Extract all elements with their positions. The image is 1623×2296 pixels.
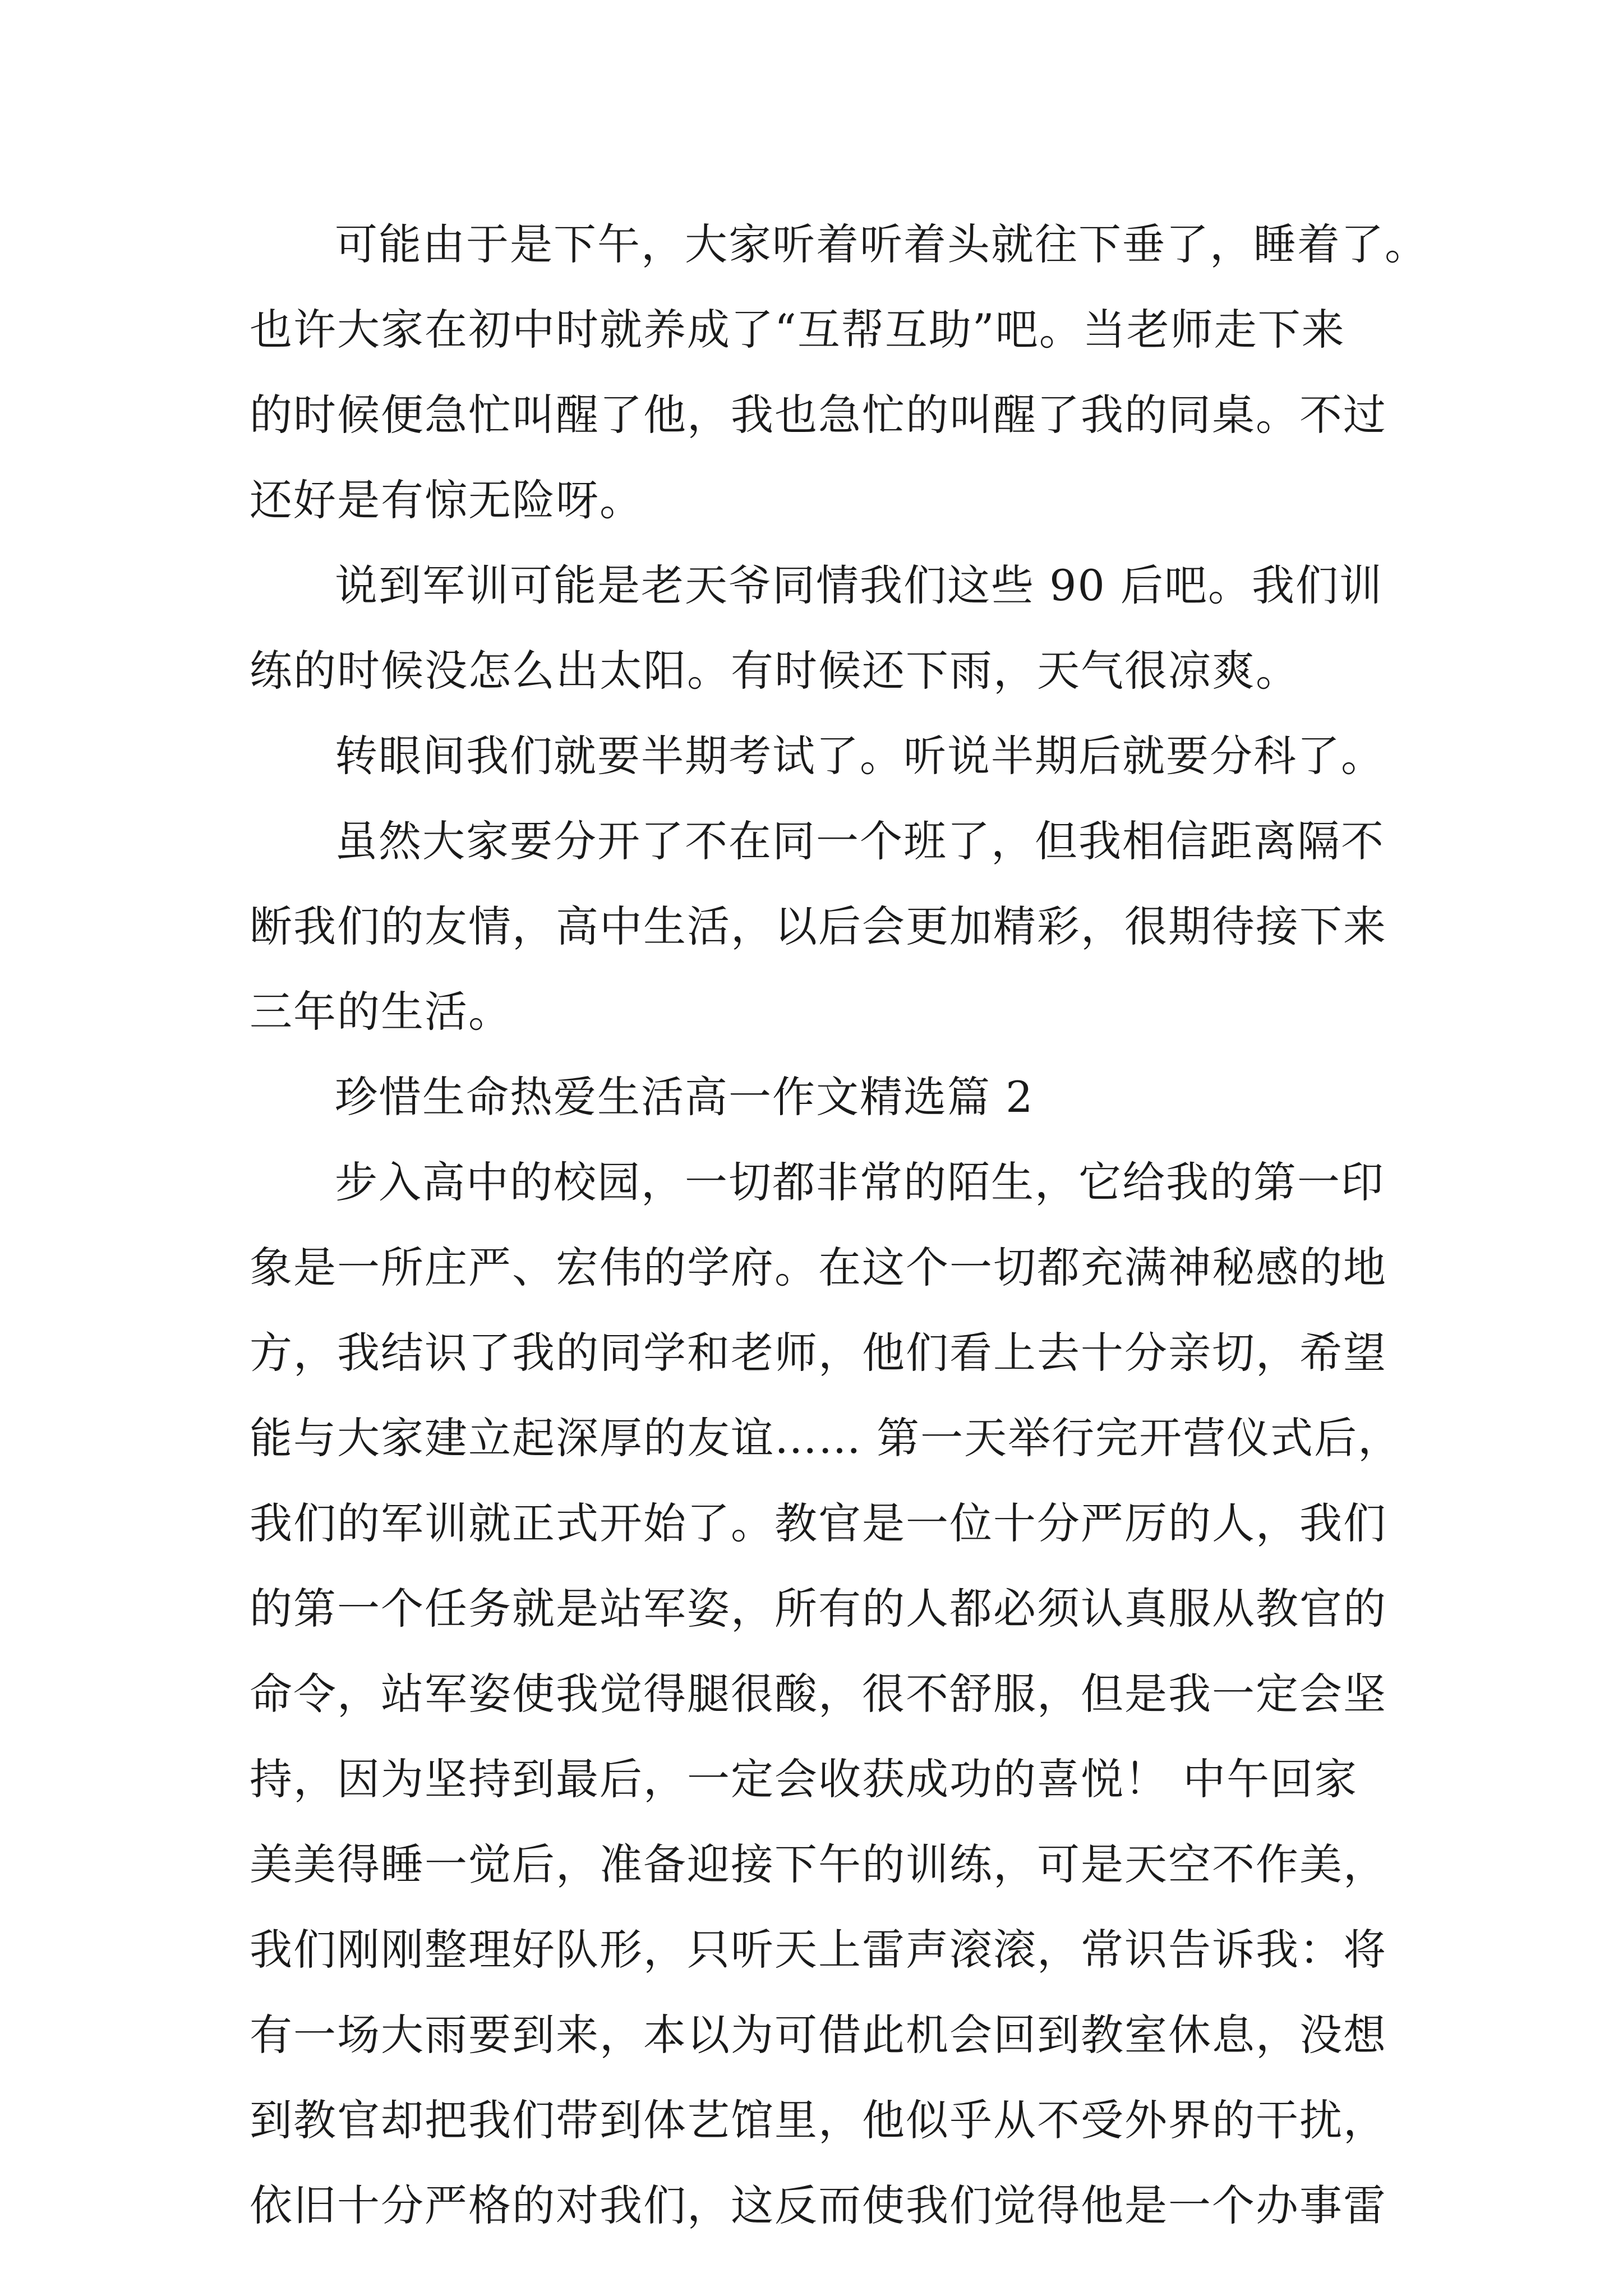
section-heading: 珍惜生命热爱生活高一作文精选篇 2 <box>335 1072 1034 1122</box>
text-line: 到教官却把我们带到体艺馆里，他似乎从不受外界的干扰， <box>250 2095 1387 2145</box>
text-line: 能与大家建立起深厚的友谊…… 第一天举行完开营仪式后， <box>250 1413 1402 1463</box>
text-line: 断我们的友情，高中生活，以后会更加精彩，很期待接下来 <box>250 901 1387 951</box>
text-line: 美美得睡一觉后，准备迎接下午的训练，可是天空不作美， <box>250 1839 1387 1889</box>
text-line: 我们刚刚整理好队形，只听天上雷声滚滚，常识告诉我：将 <box>250 1925 1387 1975</box>
text-line: 虽然大家要分开了不在同一个班了，但我相信距离隔不 <box>335 816 1385 866</box>
text-line: 三年的生活。 <box>250 987 512 1037</box>
text-line: 转眼间我们就要半期考试了。听说半期后就要分科了。 <box>335 731 1385 781</box>
text-line: 象是一所庄严、宏伟的学府。在这个一切都充满神秘感的地 <box>250 1243 1387 1292</box>
text-line: 有一场大雨要到来，本以为可借此机会回到教室休息，没想 <box>250 2010 1387 2060</box>
text-line: 说到军训可能是老天爷同情我们这些 90 后吧。我们训 <box>335 560 1384 610</box>
text-line: 我们的军训就正式开始了。教官是一位十分严厉的人，我们 <box>250 1498 1387 1548</box>
text-line: 练的时候没怎么出太阳。有时候还下雨，天气很凉爽。 <box>250 646 1299 696</box>
text-line: 可能由于是下午，大家听着听着头就往下垂了，睡着了。 <box>335 219 1428 269</box>
text-line: 步入高中的校园，一切都非常的陌生，它给我的第一印 <box>335 1157 1385 1207</box>
text-line: 也许大家在初中时就养成了“互帮互助”吧。当老师走下来 <box>250 305 1345 355</box>
essay-body <box>250 202 1428 2248</box>
text-line: 持，因为坚持到最后，一定会收获成功的喜悦！ 中午回家 <box>250 1754 1358 1804</box>
text-line: 的第一个任务就是站军姿，所有的人都必须认真服从教官的 <box>250 1584 1387 1634</box>
text-line: 依旧十分严格的对我们，这反而使我们觉得他是一个办事雷 <box>250 2180 1387 2230</box>
text-line: 的时候便急忙叫醒了他，我也急忙的叫醒了我的同桌。不过 <box>250 390 1387 440</box>
text-line: 命令，站军姿使我觉得腿很酸，很不舒服，但是我一定会坚 <box>250 1669 1387 1719</box>
text-line: 方，我结识了我的同学和老师，他们看上去十分亲切，希望 <box>250 1328 1387 1378</box>
text-line: 还好是有惊无险呀。 <box>250 475 643 525</box>
